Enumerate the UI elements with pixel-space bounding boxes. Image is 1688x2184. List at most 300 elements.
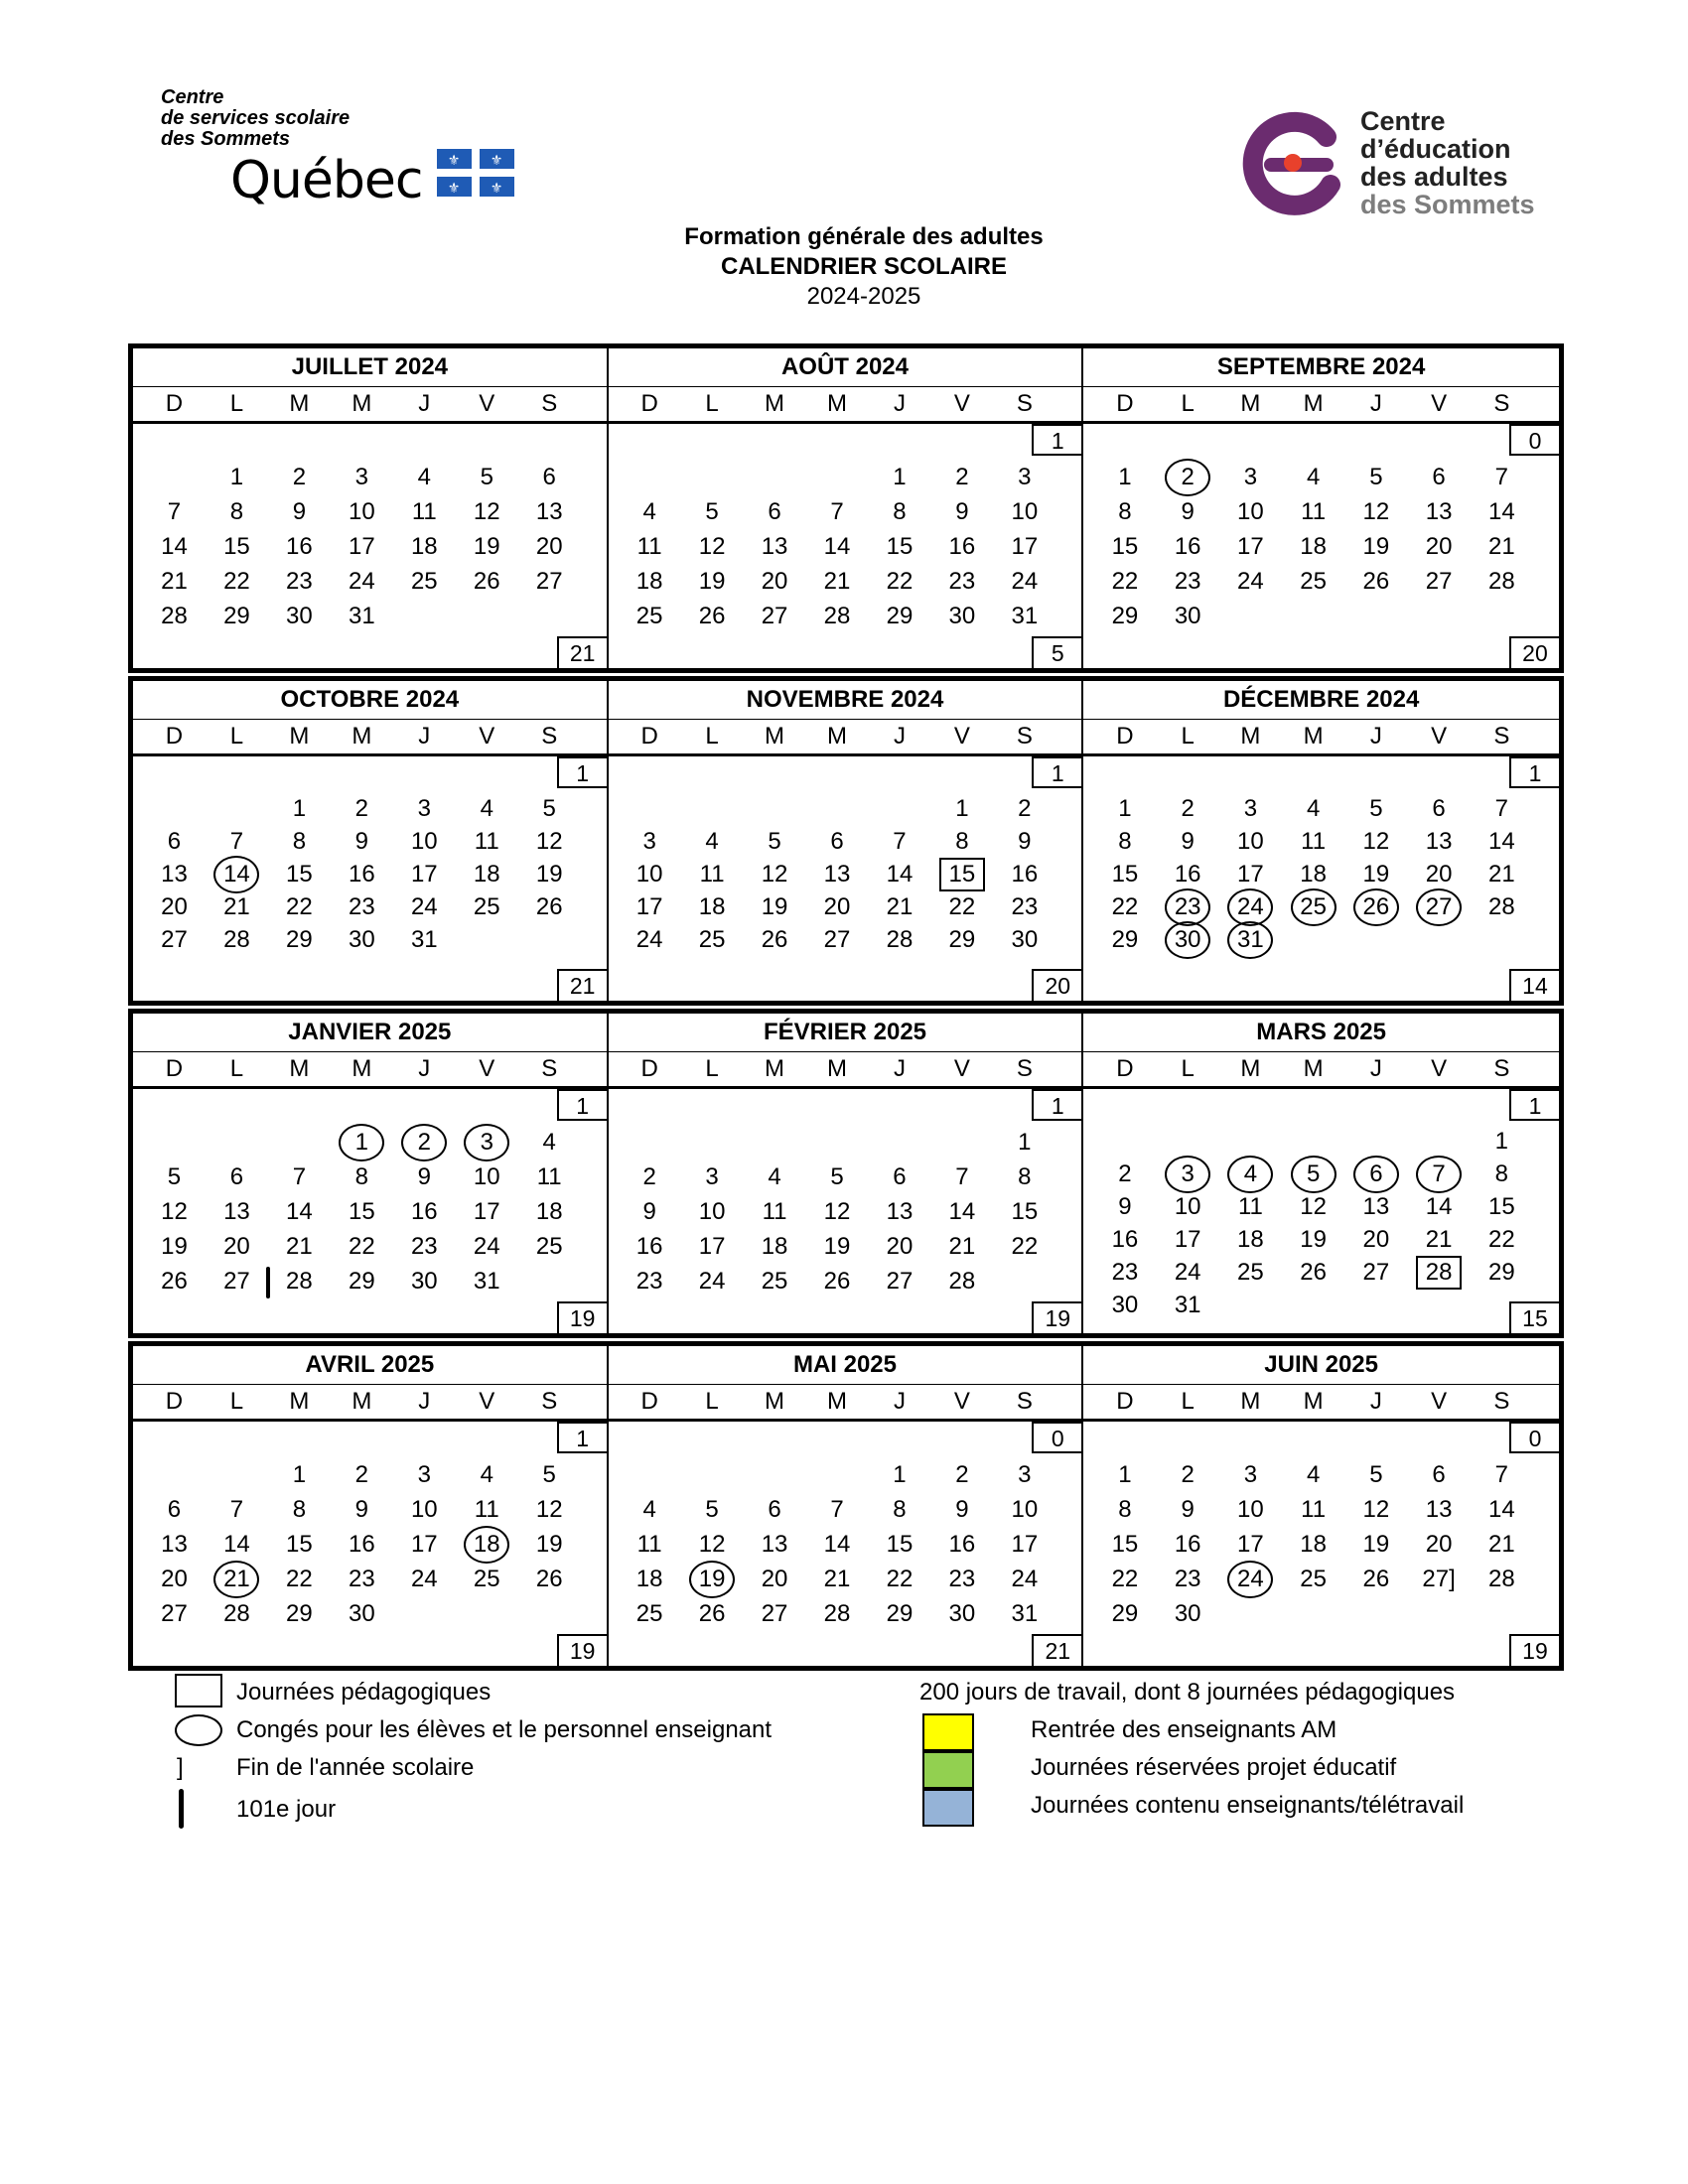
day-cell: 7 (229, 1496, 244, 1523)
day-cell: 1 (955, 795, 969, 822)
day-cell: 12 (761, 861, 788, 887)
weekday-label: M (1240, 723, 1261, 750)
day-cell: 25 (635, 603, 663, 629)
day-cell: 24 (410, 1566, 438, 1592)
day-cell (1219, 599, 1282, 633)
week-row (619, 1229, 1056, 1264)
day-cell: 13 (823, 861, 851, 887)
day-cell: 23 (948, 1566, 976, 1592)
day-cell (619, 792, 681, 825)
legend-holidays: Congés pour les élèves et le personnel enseignant (236, 1716, 773, 1743)
day-cell: 20 (761, 1566, 788, 1592)
day-cell (1219, 1289, 1282, 1321)
day-cell: 5 (1369, 464, 1383, 490)
day-cell: 1 (292, 795, 307, 822)
work-days-count: 21 (1032, 1634, 1081, 1666)
weekday-label: L (705, 1055, 719, 1082)
cea-line-1: Centre (1360, 106, 1446, 136)
day-cell: 6 (1432, 464, 1446, 490)
day-cell: 16 (348, 861, 375, 887)
day-cell (1282, 1596, 1344, 1631)
week-row (619, 858, 1056, 890)
day-cell (993, 1264, 1055, 1298)
day-cell: 12 (161, 1198, 188, 1225)
day-cell: 17 (635, 893, 663, 920)
day-cell: 18 (1300, 861, 1327, 887)
day-cell: 20 (1425, 533, 1453, 560)
weekday-label: V (953, 1388, 970, 1415)
day-cell: 11 (474, 828, 499, 855)
day-cell: 15 (886, 533, 914, 560)
weekday-label: D (165, 1055, 184, 1082)
weekday-label: S (541, 390, 558, 417)
day-cell (744, 792, 806, 825)
prior-days-count: 1 (557, 1422, 607, 1453)
day-cell: 3 (417, 1461, 431, 1488)
day-cell: 6 (167, 828, 182, 855)
day-cell: 3 (1243, 1461, 1258, 1488)
day-grid (1093, 792, 1533, 956)
day-cell (1407, 599, 1470, 633)
day-cell: 14 (1487, 498, 1515, 525)
weekday-label: V (1431, 390, 1448, 417)
month-block (133, 348, 609, 668)
weekday-label: M (352, 1055, 372, 1082)
day-cell: 31 (473, 1268, 500, 1295)
day-cell: 15 (1487, 1193, 1515, 1220)
day-cell: 19 (698, 568, 726, 595)
day-cell: 11 (474, 1496, 499, 1523)
week-row (1093, 825, 1533, 858)
weekday-label: V (1431, 1388, 1448, 1415)
day-cell (1282, 1289, 1344, 1321)
day-cell: 19 (1300, 1226, 1327, 1253)
day-cell: 7 (167, 498, 182, 525)
day-cell: 12 (823, 1198, 851, 1225)
day-cell: 11 (699, 861, 725, 887)
day-cell: 4 (1306, 464, 1321, 490)
day-cell: 8 (229, 498, 244, 525)
day-cell: 23 (1174, 568, 1201, 595)
page-title (0, 222, 1688, 312)
day-cell: 15 (886, 1531, 914, 1558)
quarter-row (128, 676, 1564, 1006)
day-cell: 11 (636, 1531, 662, 1558)
day-cell: 12 (535, 1496, 563, 1523)
day-cell: 23 (286, 568, 313, 595)
svg-text:⚜: ⚜ (490, 181, 503, 197)
week-row (619, 1160, 1056, 1194)
day-cell: 17 (348, 533, 375, 560)
day-cell: 5 (768, 828, 781, 855)
day-cell: 14 (886, 861, 914, 887)
weekday-label: J (1369, 390, 1382, 417)
day-cell: 5 (167, 1163, 182, 1190)
weekday-header (1083, 387, 1559, 424)
day-cell (930, 1125, 993, 1160)
weekday-label: S (541, 723, 558, 750)
prior-days-count: 1 (1032, 1089, 1081, 1121)
end-year-bracket-icon: ] (177, 1754, 184, 1781)
day-cell: 13 (535, 498, 563, 525)
week-row (619, 890, 1056, 923)
logo-line-1: Centre (161, 86, 224, 108)
day-cell: 1 (292, 1461, 307, 1488)
weekday-header (609, 387, 1082, 424)
day-cell (1344, 599, 1407, 633)
weekday-label: D (1116, 390, 1134, 417)
day-cell: 16 (286, 533, 313, 560)
day-cell: 28 (161, 603, 188, 629)
day-cell (1344, 1289, 1407, 1321)
day-cell: 26 (161, 1268, 188, 1295)
day-cell: 12 (698, 533, 726, 560)
day-cell: 28 (886, 926, 914, 953)
weekday-label: J (418, 1055, 431, 1082)
day-cell: 23 (1157, 890, 1219, 923)
weekday-header (133, 1052, 607, 1089)
day-cell: 6 (768, 1496, 781, 1523)
quebec-wordmark: Québec (230, 151, 423, 210)
day-cell: 17 (1237, 861, 1264, 887)
day-cell: 14 (1487, 1496, 1515, 1523)
day-cell: 5 (542, 1461, 556, 1488)
work-days-count: 21 (557, 969, 607, 1001)
week-row (1093, 1125, 1533, 1158)
work-days-count: 15 (1509, 1301, 1559, 1333)
weekday-label: S (541, 1388, 558, 1415)
weekday-label: D (1116, 1055, 1134, 1082)
day-cell (744, 460, 806, 494)
ped-day-square-icon (175, 1674, 222, 1707)
day-cell: 27 (1407, 890, 1470, 923)
day-cell: 10 (1011, 498, 1039, 525)
day-cell: 20 (1425, 861, 1453, 887)
day-cell: 24 (1237, 568, 1264, 595)
day-cell: 7 (1407, 1158, 1470, 1190)
day-cell: 21 (1425, 1226, 1453, 1253)
day-cell: 13 (886, 1198, 914, 1225)
day-cell: 2 (1181, 795, 1195, 822)
day-cell: 2 (1157, 460, 1219, 494)
day-grid (619, 792, 1056, 956)
day-cell: 9 (292, 498, 307, 525)
day-cell: 8 (955, 828, 969, 855)
day-cell: 7 (206, 825, 268, 858)
weekday-label: D (165, 390, 184, 417)
weekday-label: V (953, 1055, 970, 1082)
day-cell: 5 (1369, 795, 1383, 822)
month-block (1083, 1014, 1559, 1333)
day-cell: 8 (292, 1496, 307, 1523)
legend-ped-days: Journées pédagogiques (236, 1679, 492, 1706)
day-cell: 30 (348, 926, 375, 953)
month-block (609, 348, 1084, 668)
day-cell: 21 (886, 893, 914, 920)
day-cell: 29 (886, 1600, 914, 1627)
day-cell: 29 (286, 926, 313, 953)
day-cell (206, 792, 268, 825)
day-cell: 3 (1243, 795, 1258, 822)
day-cell (1344, 923, 1407, 956)
day-cell: 6 (1407, 792, 1470, 825)
day-cell: 27 (206, 1264, 268, 1298)
week-row (143, 923, 581, 956)
day-cell (518, 599, 581, 633)
day-cell: 7 (1494, 795, 1509, 822)
weekday-header (609, 1385, 1082, 1422)
day-cell: 23 (348, 893, 375, 920)
day-cell: 7 (1494, 1461, 1509, 1488)
day-cell: 4 (768, 1163, 781, 1190)
day-cell: 28 (286, 1268, 313, 1295)
weekday-label: L (705, 723, 719, 750)
week-row (1093, 1562, 1533, 1596)
week-row (619, 1492, 1056, 1527)
day-cell: 13 (1362, 1193, 1390, 1220)
day-cell: 13 (223, 1198, 250, 1225)
day-cell: 27] (1422, 1566, 1456, 1592)
weekday-label: S (541, 1055, 558, 1082)
day-cell: 1 (1118, 795, 1132, 822)
day-cell: 9 (354, 1496, 369, 1523)
day-cell: 10 (1237, 498, 1264, 525)
week-row (619, 1264, 1056, 1298)
work-days-count: 20 (1032, 969, 1081, 1001)
legend-work-days: 200 jours de travail, dont 8 journées pédagogiques (919, 1679, 1456, 1706)
day-cell: 20 (886, 1233, 914, 1260)
day-cell: 26 (1362, 568, 1390, 595)
weekday-label: S (1016, 1388, 1033, 1415)
legend-yellow: Rentrée des enseignants AM (1031, 1716, 1337, 1743)
day-cell: 25 (761, 1268, 788, 1295)
day-cell: 18 (635, 568, 663, 595)
day-cell (518, 1596, 581, 1631)
day-cell: 5 (1282, 1158, 1344, 1190)
day-cell: 25 (1300, 568, 1327, 595)
day-cell: 2 (1118, 1160, 1132, 1187)
day-cell: 6 (893, 1163, 907, 1190)
day-cell: 5 (705, 1496, 719, 1523)
day-cell: 29 (223, 603, 250, 629)
day-cell: 30 (1011, 926, 1039, 953)
day-cell: 30 (286, 603, 313, 629)
day-cell: 3 (705, 1163, 719, 1190)
day-cell (1407, 1125, 1470, 1158)
day-cell: 10 (473, 1163, 500, 1190)
day-cell: 9 (1181, 1496, 1195, 1523)
day-cell: 27 (161, 1600, 188, 1627)
day-cell: 22 (348, 1233, 375, 1260)
weekday-label: D (640, 1388, 658, 1415)
work-days-count: 19 (557, 1634, 607, 1666)
day-cell: 29 (1111, 926, 1139, 953)
day-grid (1093, 1457, 1533, 1631)
week-row (143, 1194, 581, 1229)
day-cell: 19 (681, 1562, 744, 1596)
legend-blue: Journées contenu enseignants/télétravail (1031, 1792, 1465, 1819)
day-cell: 5 (705, 498, 719, 525)
day-cell: 11 (1301, 1496, 1327, 1523)
weekday-header (133, 720, 607, 756)
day-cell: 14 (948, 1198, 976, 1225)
day-cell: 5 (830, 1163, 844, 1190)
day-cell: 3 (1018, 1461, 1032, 1488)
day-cell (1219, 1596, 1282, 1631)
day-cell: 20 (161, 893, 188, 920)
day-cell: 29 (1111, 1600, 1139, 1627)
day-cell: 24 (1219, 1562, 1282, 1596)
day-cell: 26 (535, 1566, 563, 1592)
weekday-label: L (705, 390, 719, 417)
weekday-header (1083, 720, 1559, 756)
calendar-grid (128, 343, 1564, 1674)
day-cell (1282, 1125, 1344, 1158)
day-grid (143, 1125, 581, 1298)
day-cell: 28 (1487, 568, 1515, 595)
day-cell (681, 460, 744, 494)
week-row (1093, 923, 1533, 956)
day-cell: 6 (830, 828, 844, 855)
day-cell: 16 (635, 1233, 663, 1260)
day-cell: 9 (1018, 828, 1032, 855)
day-cell: 14 (1487, 828, 1515, 855)
prior-days-count: 1 (1509, 756, 1559, 788)
month-name: JUILLET 2024 (133, 348, 607, 387)
day-cell: 20 (1425, 1531, 1453, 1558)
weekday-label: M (289, 390, 310, 417)
day-cell: 26 (698, 1600, 726, 1627)
day-cell: 6 (768, 498, 781, 525)
day-cell: 18 (1300, 533, 1327, 560)
week-row (619, 1596, 1056, 1631)
day-cell (143, 792, 206, 825)
week-row (1093, 1527, 1533, 1562)
work-days-count: 19 (1032, 1301, 1081, 1333)
svg-text:⚜: ⚜ (490, 153, 503, 169)
day-cell: 14 (1425, 1193, 1453, 1220)
week-row (143, 564, 581, 599)
day-cell: 3 (1018, 464, 1032, 490)
day-cell: 20 (1362, 1226, 1390, 1253)
day-cell: 16 (1111, 1226, 1139, 1253)
prior-days-count: 0 (1509, 424, 1559, 456)
day-cell: 23 (1111, 1259, 1139, 1286)
day-cell (393, 599, 456, 633)
day-cell: 27 (761, 1600, 788, 1627)
day-cell: 17 (1011, 1531, 1039, 1558)
day-cell: 9 (1118, 1193, 1132, 1220)
weekday-label: M (1240, 1055, 1261, 1082)
day-cell: 2 (393, 1125, 456, 1160)
day-cell: 1 (229, 464, 244, 490)
weekday-label: V (1431, 723, 1448, 750)
week-row (1093, 1190, 1533, 1223)
day-cell: 17 (1237, 1531, 1264, 1558)
day-cell: 18 (456, 1527, 518, 1562)
day-cell: 21 (823, 1566, 851, 1592)
day-cell: 27 (761, 603, 788, 629)
day-cell: 10 (635, 861, 663, 887)
day-cell: 28 (1487, 1566, 1515, 1592)
weekday-label: V (479, 1055, 495, 1082)
day-cell: 11 (636, 533, 662, 560)
day-cell: 25 (1282, 890, 1344, 923)
day-cell (619, 460, 681, 494)
month-block (609, 681, 1084, 1001)
month-block (609, 1346, 1084, 1666)
weekday-header (609, 720, 1082, 756)
weekday-label: M (1303, 1388, 1324, 1415)
day-cell: 24 (1011, 568, 1039, 595)
week-row (619, 792, 1056, 825)
day-cell: 25 (410, 568, 438, 595)
day-grid (1093, 460, 1533, 633)
day-cell: 25 (535, 1233, 563, 1260)
work-days-count: 19 (1509, 1634, 1559, 1666)
weekday-label: J (893, 723, 906, 750)
day-cell (456, 599, 518, 633)
day-cell: 5 (480, 464, 493, 490)
day-cell: 18 (535, 1198, 563, 1225)
day-cell (1471, 599, 1533, 633)
legend (173, 1672, 1543, 1850)
week-row (1093, 1457, 1533, 1492)
day-cell: 19 (535, 1531, 563, 1558)
day-cell: 17 (1011, 533, 1039, 560)
day-cell: 3 (642, 828, 656, 855)
day-cell: 18 (1237, 1226, 1264, 1253)
weekday-label: J (1369, 723, 1382, 750)
day-cell: 9 (354, 828, 369, 855)
week-row (1093, 494, 1533, 529)
day-grid (619, 1125, 1056, 1298)
weekday-label: M (1303, 390, 1324, 417)
cea-line-3: des adultes (1360, 162, 1508, 192)
day-cell: 27 (1362, 1259, 1390, 1286)
day-cell: 1 (1494, 1128, 1509, 1155)
week-row (143, 599, 581, 633)
legend-101-day: 101e jour (236, 1796, 337, 1823)
day-cell: 27 (1425, 568, 1453, 595)
weekday-header (1083, 1052, 1559, 1089)
month-name: MAI 2025 (609, 1346, 1082, 1385)
day-cell: 13 (161, 861, 188, 887)
day-cell: 11 (1301, 498, 1327, 525)
weekday-label: D (640, 723, 658, 750)
day-cell (1407, 923, 1470, 956)
month-block (133, 1014, 609, 1333)
weekday-label: L (229, 723, 244, 750)
day-cell (1282, 599, 1344, 633)
day-cell: 19 (161, 1233, 188, 1260)
week-row (1093, 1256, 1533, 1289)
day-cell: 10 (348, 498, 375, 525)
day-cell: 22 (223, 568, 250, 595)
weekday-label: M (765, 1388, 785, 1415)
day-cell: 3 (417, 795, 431, 822)
day-cell: 2 (955, 464, 969, 490)
work-days-count: 14 (1509, 969, 1559, 1001)
day-cell: 26 (473, 568, 500, 595)
week-row (143, 1562, 581, 1596)
day-cell: 18 (761, 1233, 788, 1260)
day-cell (619, 1457, 681, 1492)
month-name: NOVEMBRE 2024 (609, 681, 1082, 720)
day-cell: 19 (1362, 1531, 1390, 1558)
day-cell: 23 (1011, 893, 1039, 920)
work-days-count: 19 (557, 1301, 607, 1333)
